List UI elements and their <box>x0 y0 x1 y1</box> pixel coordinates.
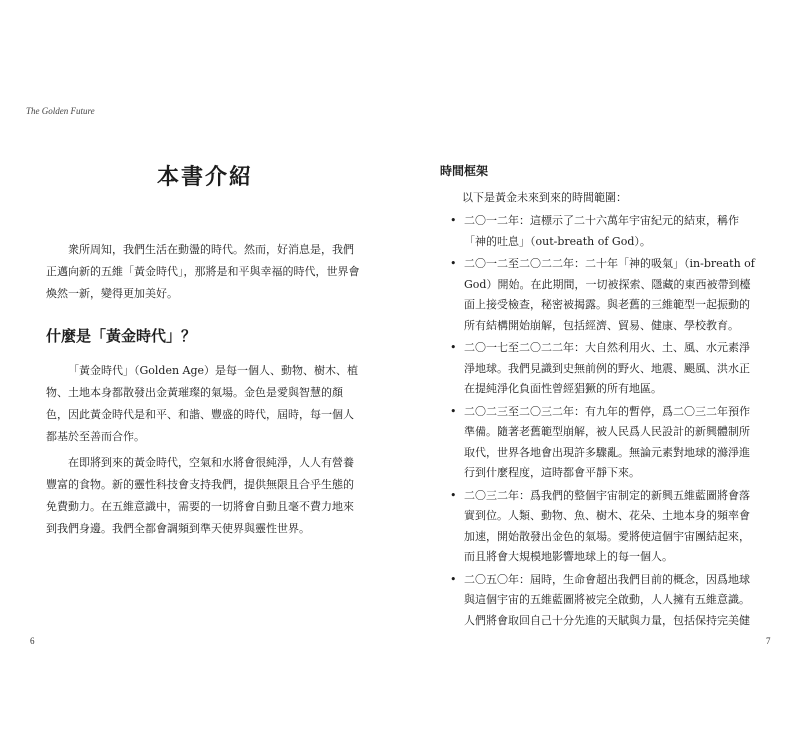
timeline-heading: 時間框架 <box>440 164 489 178</box>
timeline-list <box>440 211 756 631</box>
section-heading: 什麼是「黃金時代」？ <box>46 327 197 345</box>
page-number-left: 6 <box>30 636 35 646</box>
timeline-item: • 二〇二三至二〇三二年：有九年的暫停，爲二〇三二年預作準備。隨著老舊範型崩解，被人民爲人民設計的新興體制所取代，世界各地會出現許多驟亂。無論元素對地球的滌淨進行到什麼程度，這時都會平靜下來。 <box>440 402 756 484</box>
timeline-item: • 二〇一七至二〇二二年：大自然利用火、土、風、水元素淨淨地球。我們見識到史無前例的野火、地震、颶風、洪水正在提純淨化負面性曾經猖獗的所有地區。 <box>440 338 756 400</box>
chapter-title: 本書介紹 <box>156 164 253 190</box>
left-page <box>46 150 364 540</box>
right-page <box>440 162 756 633</box>
body-paragraph: 「黃金時代」（Golden Age）是每一個人、動物、樹木、植物、土地本身都散發出金黃璀璨的氣場。金色是愛與智慧的顏色，因此黃金時代是和平、和諧、豐盛的時代，屆時，每一個人都基於至善而合作。 <box>46 364 359 443</box>
timeline-item: • 二〇一二年：這標示了二十六萬年宇宙紀元的結束，稱作「神的吐息」（out-breath of God）。 <box>440 211 756 252</box>
timeline-item: • 二〇一二至二〇二二年：二十年「神的吸氣」（in-breath of God）開始。在此期間，一切被探索、隱藏的東西被帶到檯面上接受檢查，秘密被揭露。與老舊的三維範型一起振動的所有結構開始崩解，包括經濟、貿易、健康、學校教育。 <box>440 254 756 336</box>
timeline-intro: 以下是黃金未來到來的時間範圍： <box>462 191 627 204</box>
running-head: The Golden Future <box>26 106 95 116</box>
timeline-item: • 二〇五〇年：屆時，生命會超出我們目前的概念，因爲地球與這個宇宙的五維藍圖將被完全啟動，人人擁有五維意識。人們將會取回自己十分先進的天賦與力量，包括保持完美健 <box>440 570 756 632</box>
timeline-item: • 二〇三二年：爲我們的整個宇宙制定的新興五維藍圖將會落實到位。人類、動物、魚、樹木、花朵、土地本身的頻率會加速，開始散發出金色的氣場。愛將使這個宇宙團結起來，而且將會大規模地影響地球上的每一個人。 <box>440 486 756 568</box>
page-number-right: 7 <box>766 636 771 646</box>
intro-paragraph: 衆所周知，我們生活在動盪的時代。然而，好消息是，我們正邁向新的五維「黃金時代」，那將是和平與幸福的時代，世界會煥然一新，變得更加美好。 <box>46 243 360 300</box>
body-paragraph: 在即將到來的黃金時代，空氣和水將會很純淨，人人有營養豐富的食物。新的靈性科技會支持我們，提供無限且合乎生態的免費動力。在五維意識中，需要的一切將會自動且毫不費力地來到我們身邊。我們全都會調頻到準天使界與靈性世界。 <box>46 456 354 535</box>
